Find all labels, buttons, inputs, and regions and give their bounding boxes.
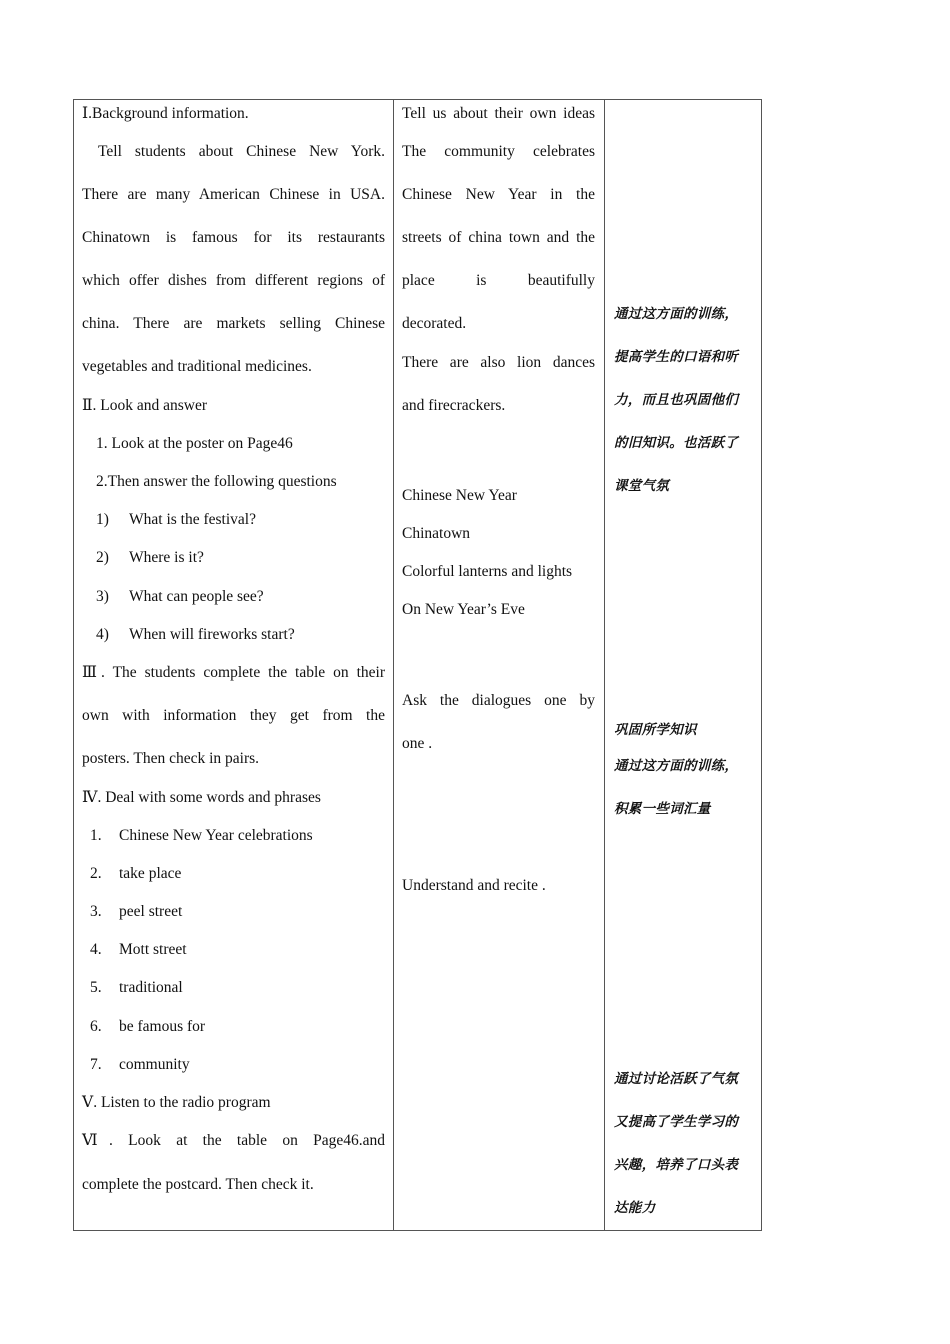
question-text: Where is it? [129, 549, 204, 566]
note-text: 达能力 [614, 1200, 656, 1216]
section-1-text: Chinatown is famous for its restaurants [82, 229, 385, 246]
note-text: 巩固所学知识 [614, 722, 697, 738]
section-1-text: There are many American Chinese in USA. [82, 186, 385, 203]
lion-text: and firecrackers. [402, 397, 506, 414]
word-text: traditional [119, 979, 183, 996]
lesson-plan-table [73, 99, 762, 1231]
section-2-step: 1. Look at the poster on Page46 [96, 435, 293, 452]
section-1-title: Ⅰ.Background information. [82, 105, 249, 122]
answer-item: Colorful lanterns and lights [402, 563, 573, 580]
question-number: 3) [96, 588, 109, 605]
note-text: 积累一些词汇量 [614, 801, 711, 817]
note-text: 力，而且也巩固他们 [614, 392, 739, 408]
word-text: community [119, 1056, 190, 1073]
word-text: Chinese New Year celebrations [119, 827, 313, 844]
dialogue-text: Ask the dialogues one by [402, 692, 595, 709]
question-number: 2) [96, 549, 109, 566]
word-number: 5. [90, 979, 102, 996]
section-1-text: china. There are markets selling Chinese [82, 315, 385, 332]
community-text: streets of china town and the [402, 229, 595, 246]
section-2-title: Ⅱ. Look and answer [82, 397, 208, 414]
section-4-title: Ⅳ. Deal with some words and phrases [82, 789, 321, 806]
community-text: Chinese New Year in the [402, 186, 595, 203]
question-text: What can people see? [129, 588, 264, 605]
note-text: 又提高了学生学习的 [614, 1114, 739, 1130]
question-text: When will fireworks start? [129, 626, 295, 643]
question-text: What is the festival? [129, 511, 256, 528]
word-number: 6. [90, 1018, 102, 1035]
note-text: 通过讨论活跃了气氛 [614, 1071, 739, 1087]
section-5-title: Ⅴ. Listen to the radio program [82, 1094, 271, 1111]
note-text: 的旧知识。也活跃了 [614, 435, 739, 451]
dialogue-text: one . [402, 735, 433, 752]
section-6-text: complete the postcard. Then check it. [82, 1176, 314, 1193]
section-3-text: posters. Then check in pairs. [82, 750, 260, 767]
answer-item: Chinese New Year [402, 487, 517, 504]
section-2-step: 2.Then answer the following questions [96, 473, 337, 490]
word-text: Mott street [119, 941, 187, 958]
column-divider [604, 100, 605, 1230]
section-1-text: vegetables and traditional medicines. [82, 358, 312, 375]
recite-text: Understand and recite . [402, 877, 546, 894]
question-number: 4) [96, 626, 109, 643]
answer-item: Chinatown [402, 525, 471, 542]
question-number: 1) [96, 511, 109, 528]
community-text: place is beautifully [402, 272, 595, 289]
ideas-text: Tell us about their own ideas [402, 105, 595, 122]
word-number: 3. [90, 903, 102, 920]
community-text: The community celebrates [402, 143, 595, 160]
word-number: 4. [90, 941, 102, 958]
lion-text: There are also lion dances [402, 354, 595, 371]
section-1-text: Tell students about Chinese New York. [98, 143, 385, 160]
word-text: take place [119, 865, 182, 882]
section-3-text: own with information they get from the [82, 707, 385, 724]
section-6-text: Ⅵ. Look at the table on Page46.and [82, 1132, 385, 1149]
community-text: decorated. [402, 315, 467, 332]
word-number: 2. [90, 865, 102, 882]
column-divider [393, 100, 394, 1230]
section-1-text: which offer dishes from different regions of [82, 272, 385, 289]
word-number: 1. [90, 827, 102, 844]
note-text: 兴趣，培养了口头表 [614, 1157, 739, 1173]
note-text: 提高学生的口语和听 [614, 349, 739, 365]
answer-item: On New Year’s Eve [402, 601, 525, 618]
note-text: 通过这方面的训练， [614, 758, 739, 774]
section-3-text: Ⅲ. The students complete the table on their [82, 664, 385, 681]
word-text: be famous for [119, 1018, 206, 1035]
note-text: 课堂气氛 [614, 478, 670, 494]
word-text: peel street [119, 903, 183, 920]
note-text: 通过这方面的训练， [614, 306, 739, 322]
word-number: 7. [90, 1056, 102, 1073]
